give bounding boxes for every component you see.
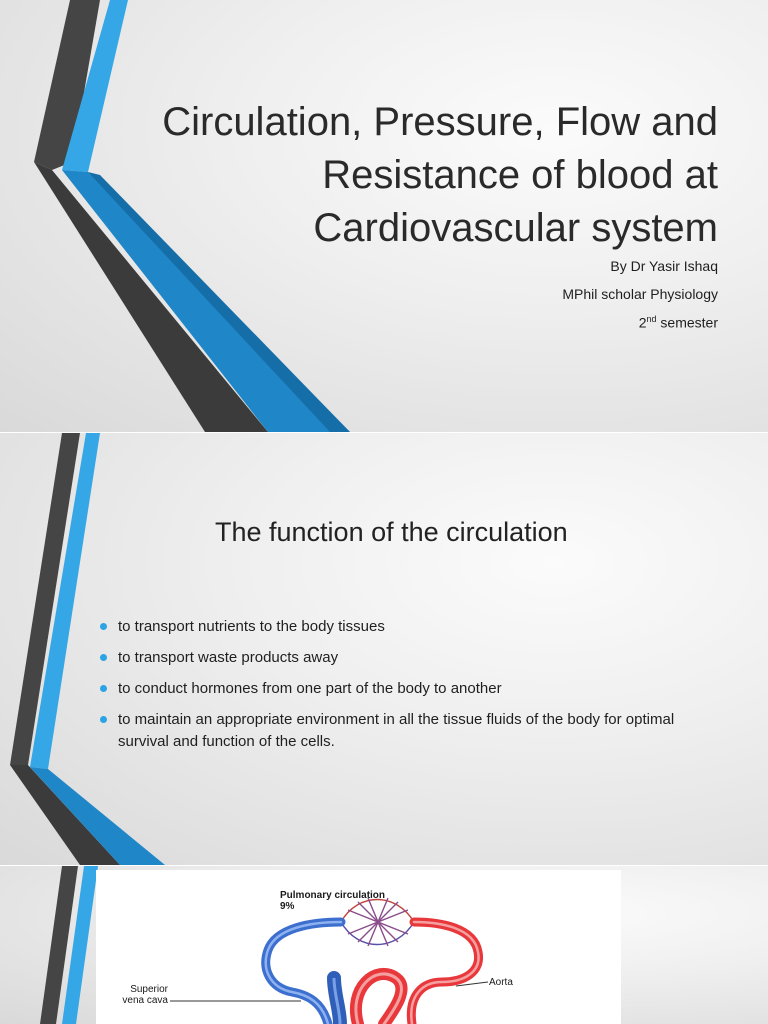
semester-text — [318, 314, 718, 331]
pulmonary-title: Pulmonary circulation — [280, 890, 386, 901]
author-role: MPhil scholar Physiology — [562, 286, 718, 302]
list-item — [100, 647, 720, 669]
bullet-icon — [100, 654, 107, 661]
aorta-label: Aorta — [489, 977, 513, 988]
circulation-diagram — [96, 870, 621, 1024]
capillary-network — [341, 898, 414, 946]
diagram-slide — [0, 866, 768, 1024]
bullet-text: to transport waste products away — [118, 649, 339, 666]
content-slide — [0, 433, 768, 865]
bullet-text: to maintain an appropriate environment in all the tissue fluids of the body for optimal survival and function of the cells. — [118, 711, 675, 750]
title-slide — [0, 0, 768, 432]
list-item — [100, 678, 720, 700]
list-item — [100, 616, 720, 638]
vena-cava-line1: Superior — [130, 984, 168, 995]
vena-cava-line2: vena cava — [122, 995, 168, 1006]
semester-word: semester — [656, 314, 718, 331]
semester-suffix: nd — [646, 314, 657, 324]
bullet-text: to transport nutrients to the body tissues — [118, 618, 385, 635]
bullet-text: to conduct hormones from one part of the body to another — [118, 680, 502, 697]
semester-number: 2 — [638, 314, 647, 331]
bullet-list — [100, 616, 720, 762]
bullet-icon — [100, 716, 107, 723]
bullet-icon — [100, 685, 107, 692]
list-item — [100, 709, 720, 753]
author-name: By Dr Yasir Ishaq — [610, 258, 718, 274]
presentation-title: Circulation, Pressure, Flow and Resistance of blood at Cardiovascular system — [162, 100, 718, 250]
bullet-icon — [100, 623, 107, 630]
slide-heading: The function of the circulation — [215, 517, 568, 547]
pulmonary-percent: 9% — [280, 901, 295, 912]
heart-vessels-illustration — [96, 870, 621, 1024]
aortic-arch — [356, 974, 402, 1024]
